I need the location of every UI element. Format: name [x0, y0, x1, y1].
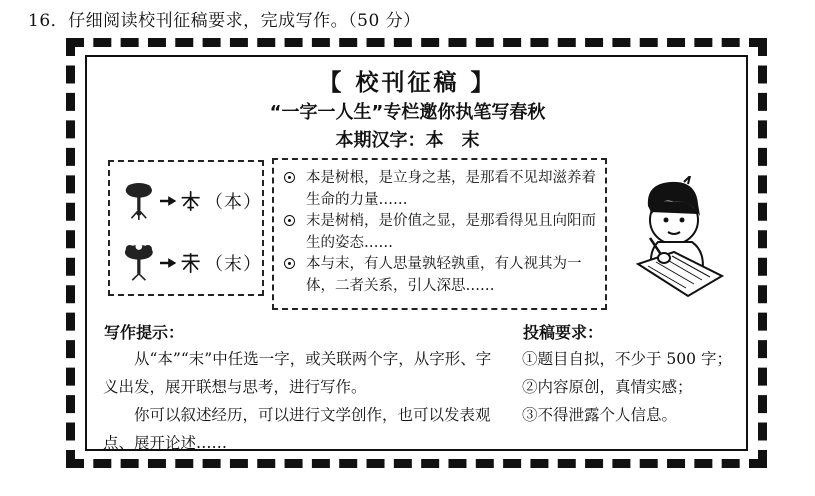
description-item	[284, 254, 597, 297]
bullet-icon	[284, 172, 295, 183]
ben-glyph-row	[110, 176, 262, 226]
writing-boy-illustration	[618, 176, 728, 300]
description-item	[284, 211, 597, 254]
mo-glyph-row	[110, 238, 262, 288]
poster-subtitle: “一字一人生”专栏邀你执笔写春秋	[269, 102, 546, 123]
tree-roots-icon	[120, 176, 158, 226]
bullet-icon	[284, 258, 295, 269]
description-box	[272, 158, 607, 310]
hint-paragraph: 你可以叙述经历，可以进行文学创作，也可以发表观点、展开论述……	[103, 406, 491, 452]
description-text: 本与末，有人思量孰轻孰重，有人视其为一体，二者关系，引人深思……	[306, 256, 582, 294]
glyph-label-mo: （末）	[205, 254, 262, 275]
seal-ben-icon	[180, 187, 201, 215]
description-text: 末是树梢，是价值之显，是那看得见且向阳而生的姿态……	[306, 213, 596, 251]
writing-hint-title: 写作提示：	[104, 323, 185, 342]
glyph-label-ben: （本）	[205, 192, 262, 213]
seal-mo-icon	[180, 249, 201, 277]
requirement-item: ③不得泄露个人信息。	[522, 406, 678, 424]
requirements-title: 投稿要求：	[523, 323, 604, 342]
bullet-icon	[284, 215, 295, 226]
arrow-right-icon	[160, 194, 178, 208]
requirement-item: ①题目自拟，不少于 500 字；	[522, 350, 732, 368]
character-origin-box	[108, 160, 264, 296]
question-heading: 16．仔细阅读校刊征稿要求，完成写作。（50 分）	[28, 11, 421, 31]
characters-line: 本期汉字：本 末	[335, 130, 480, 151]
hint-paragraph: 从“本”“末”中任选一字，或关联两个字，从字形、字义出发，展开联想与思考，进行写作。	[103, 350, 492, 396]
requirements-list	[522, 345, 732, 429]
description-text: 本是树根，是立身之基，是那看不见却滋养着生命的力量……	[306, 170, 596, 208]
poster-title: 【 校刊征稿 】	[318, 70, 497, 96]
description-item	[284, 168, 597, 211]
writing-hint-body	[103, 345, 503, 457]
requirement-item: ②内容原创，真情实感；	[522, 378, 693, 396]
tree-top-icon	[120, 238, 158, 288]
arrow-right-icon	[160, 256, 178, 270]
